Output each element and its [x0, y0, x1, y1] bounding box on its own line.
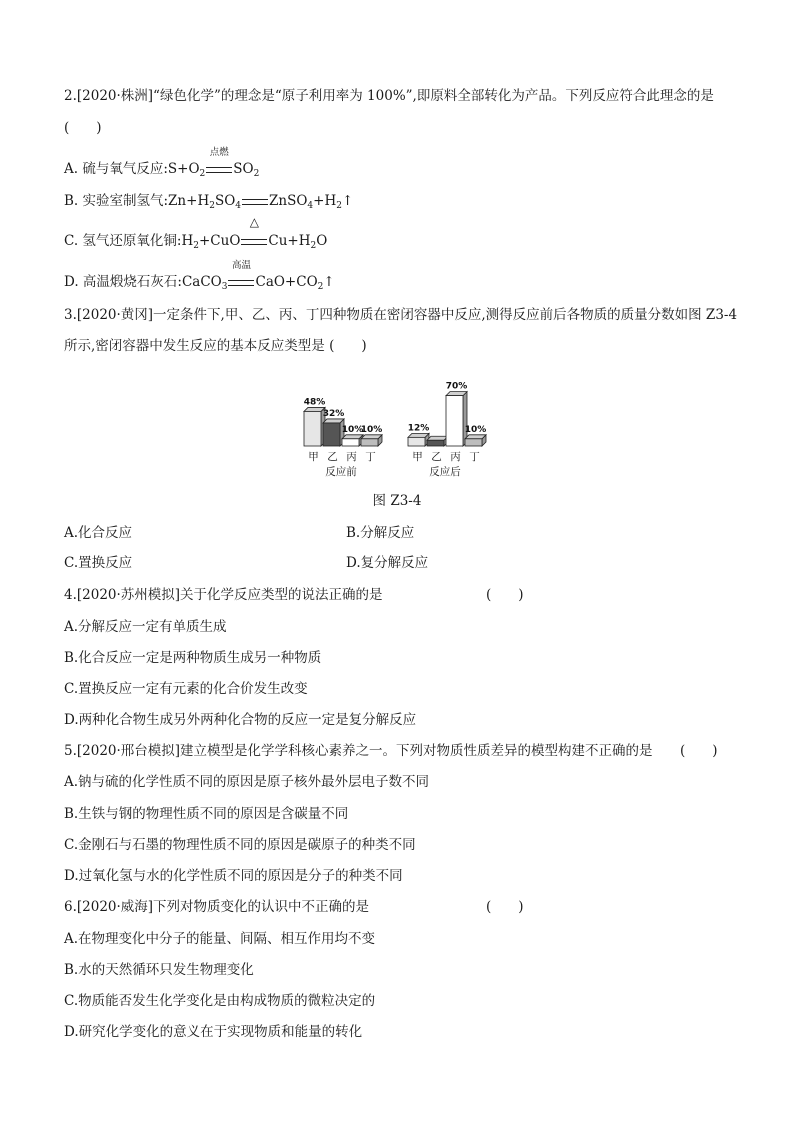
chart-title-反应前: 反应前 — [325, 466, 357, 478]
bar-top-反应后-丙 — [446, 392, 467, 396]
q3-stem-line1: 3.[2020·黄冈]一定条件下,甲、乙、丙、丁四种物质在密闭容器中反应,测得反应前后各物质的质量分数如图 Z3-4 — [64, 307, 738, 323]
category-label-反应前-丙: 丙 — [346, 451, 357, 463]
q3-stem-line2: 所示,密闭容器中发生反应的基本反应类型是 ( ) — [64, 338, 367, 354]
q2-option-b: B. 实验室制氢气$:Zn+H_2SO_4$ $ZnSO_4+H_2↑$ — [64, 193, 354, 211]
category-label-反应前-乙: 乙 — [327, 451, 338, 463]
category-label-反应前-丁: 丁 — [365, 451, 376, 463]
bar-top-反应前-乙 — [323, 419, 344, 423]
q2-answer-paren: ( ) — [64, 120, 102, 136]
q5-option-b: B.生铁与钢的物理性质不同的原因是含碳量不同 — [64, 806, 349, 822]
reaction-equals-sign — [241, 192, 269, 210]
bar-top-反应前-丁 — [361, 435, 382, 439]
bar-反应前-甲 — [304, 411, 321, 446]
q4-option-c: C.置换反应一定有元素的化合价发生改变 — [64, 681, 308, 697]
q3-option-a: A.化合反应 — [64, 525, 133, 541]
reaction-condition-arrow: 点燃 — [205, 160, 233, 178]
data-label-反应后-丙: 70% — [445, 381, 468, 392]
q2-option-d: D. 高温煅烧石灰石:CaCO$_3$ 高温 $CaO+CO_2↑$ — [64, 260, 335, 292]
q6-option-a: A.在物理变化中分子的能量、间隔、相互作用均不变 — [64, 931, 376, 947]
q3-option-c: C.置换反应 — [64, 555, 133, 571]
category-label-反应后-丙: 丙 — [450, 451, 461, 463]
q5-option-c: C.金刚石与石墨的物理性质不同的原因是碳原子的种类不同 — [64, 837, 416, 853]
q6-option-c: C.物质能否发生化学变化是由构成物质的微粒决定的 — [64, 993, 376, 1009]
mass-fraction-chart — [290, 362, 510, 480]
q6-option-d: D.研究化学变化的意义在于实现物质和能量的转化 — [64, 1024, 363, 1040]
category-label-反应后-乙: 乙 — [431, 451, 442, 463]
q4-option-b: B.化合反应一定是两种物质生成另一种物质 — [64, 650, 322, 666]
bar-反应后-甲 — [408, 437, 425, 446]
q2-option-c: C. 氢气还原氧化铜$:H_2+CuO$ △ $Cu+H_2O$ — [64, 215, 328, 251]
q2-stem: 2.[2020·株洲]“绿色化学”的理念是“原子利用率为 100%”,即原料全部转化为产品。下列反应符合此理念的是 — [64, 88, 714, 104]
category-label-反应前-甲: 甲 — [308, 451, 319, 463]
reaction-condition-arrow: △ — [240, 232, 268, 250]
figure-caption: 图 Z3-4 — [372, 493, 422, 509]
q4-option-a: A.分解反应一定有单质生成 — [64, 619, 227, 635]
q3-option-d: D.复分解反应 — [346, 555, 429, 571]
category-label-反应后-丁: 丁 — [469, 451, 480, 463]
q4-option-d: D.两种化合物生成另外两种化合物的反应一定是复分解反应 — [64, 712, 417, 728]
q6-answer-paren: ( ) — [486, 899, 524, 915]
data-label-反应前-乙: 32% — [322, 408, 345, 419]
data-label-反应前-丁: 10% — [360, 424, 383, 435]
q3-option-b: B.分解反应 — [346, 525, 415, 541]
bar-反应前-丙 — [342, 439, 359, 446]
q4-answer-paren: ( ) — [486, 587, 524, 603]
bar-top-反应后-乙 — [427, 436, 448, 440]
data-label-反应前-丙: 10% — [341, 424, 364, 435]
bar-反应后-乙 — [427, 440, 444, 446]
bar-top-反应后-丁 — [465, 435, 486, 439]
bar-反应后-丙 — [446, 396, 463, 446]
q5-option-a: A.钠与硫的化学性质不同的原因是原子核外最外层电子数不同 — [64, 774, 430, 790]
bar-反应前-丁 — [361, 439, 378, 446]
bar-反应前-乙 — [323, 423, 340, 446]
data-label-反应后-甲: 12% — [407, 423, 430, 434]
q5-answer-paren: ( ) — [680, 743, 718, 759]
q6-stem: 6.[2020·威海]下列对物质变化的认识中不正确的是 — [64, 899, 370, 915]
data-label-反应后-丁: 10% — [464, 424, 487, 435]
q5-stem: 5.[2020·邢台模拟]建立模型是化学学科核心素养之一。下列对物质性质差异的模型构建不正确的是 — [64, 743, 653, 759]
q2-option-a: A. 硫与氧气反应$:S+O_2$ 点燃 $SO_2$ — [64, 147, 260, 179]
q6-option-b: B.水的天然循环只发生物理变化 — [64, 962, 254, 978]
bar-反应后-丁 — [465, 439, 482, 446]
reaction-condition-arrow: 高温 — [227, 273, 255, 291]
chart-title-反应后: 反应后 — [429, 466, 461, 478]
category-label-反应后-甲: 甲 — [412, 451, 423, 463]
bar-top-反应后-甲 — [408, 433, 429, 437]
q4-stem: 4.[2020·苏州模拟]关于化学反应类型的说法正确的是 — [64, 587, 383, 603]
q5-option-d: D.过氧化氢与水的化学性质不同的原因是分子的种类不同 — [64, 868, 403, 884]
bar-top-反应前-丙 — [342, 435, 363, 439]
data-label-反应前-甲: 48% — [303, 397, 326, 408]
